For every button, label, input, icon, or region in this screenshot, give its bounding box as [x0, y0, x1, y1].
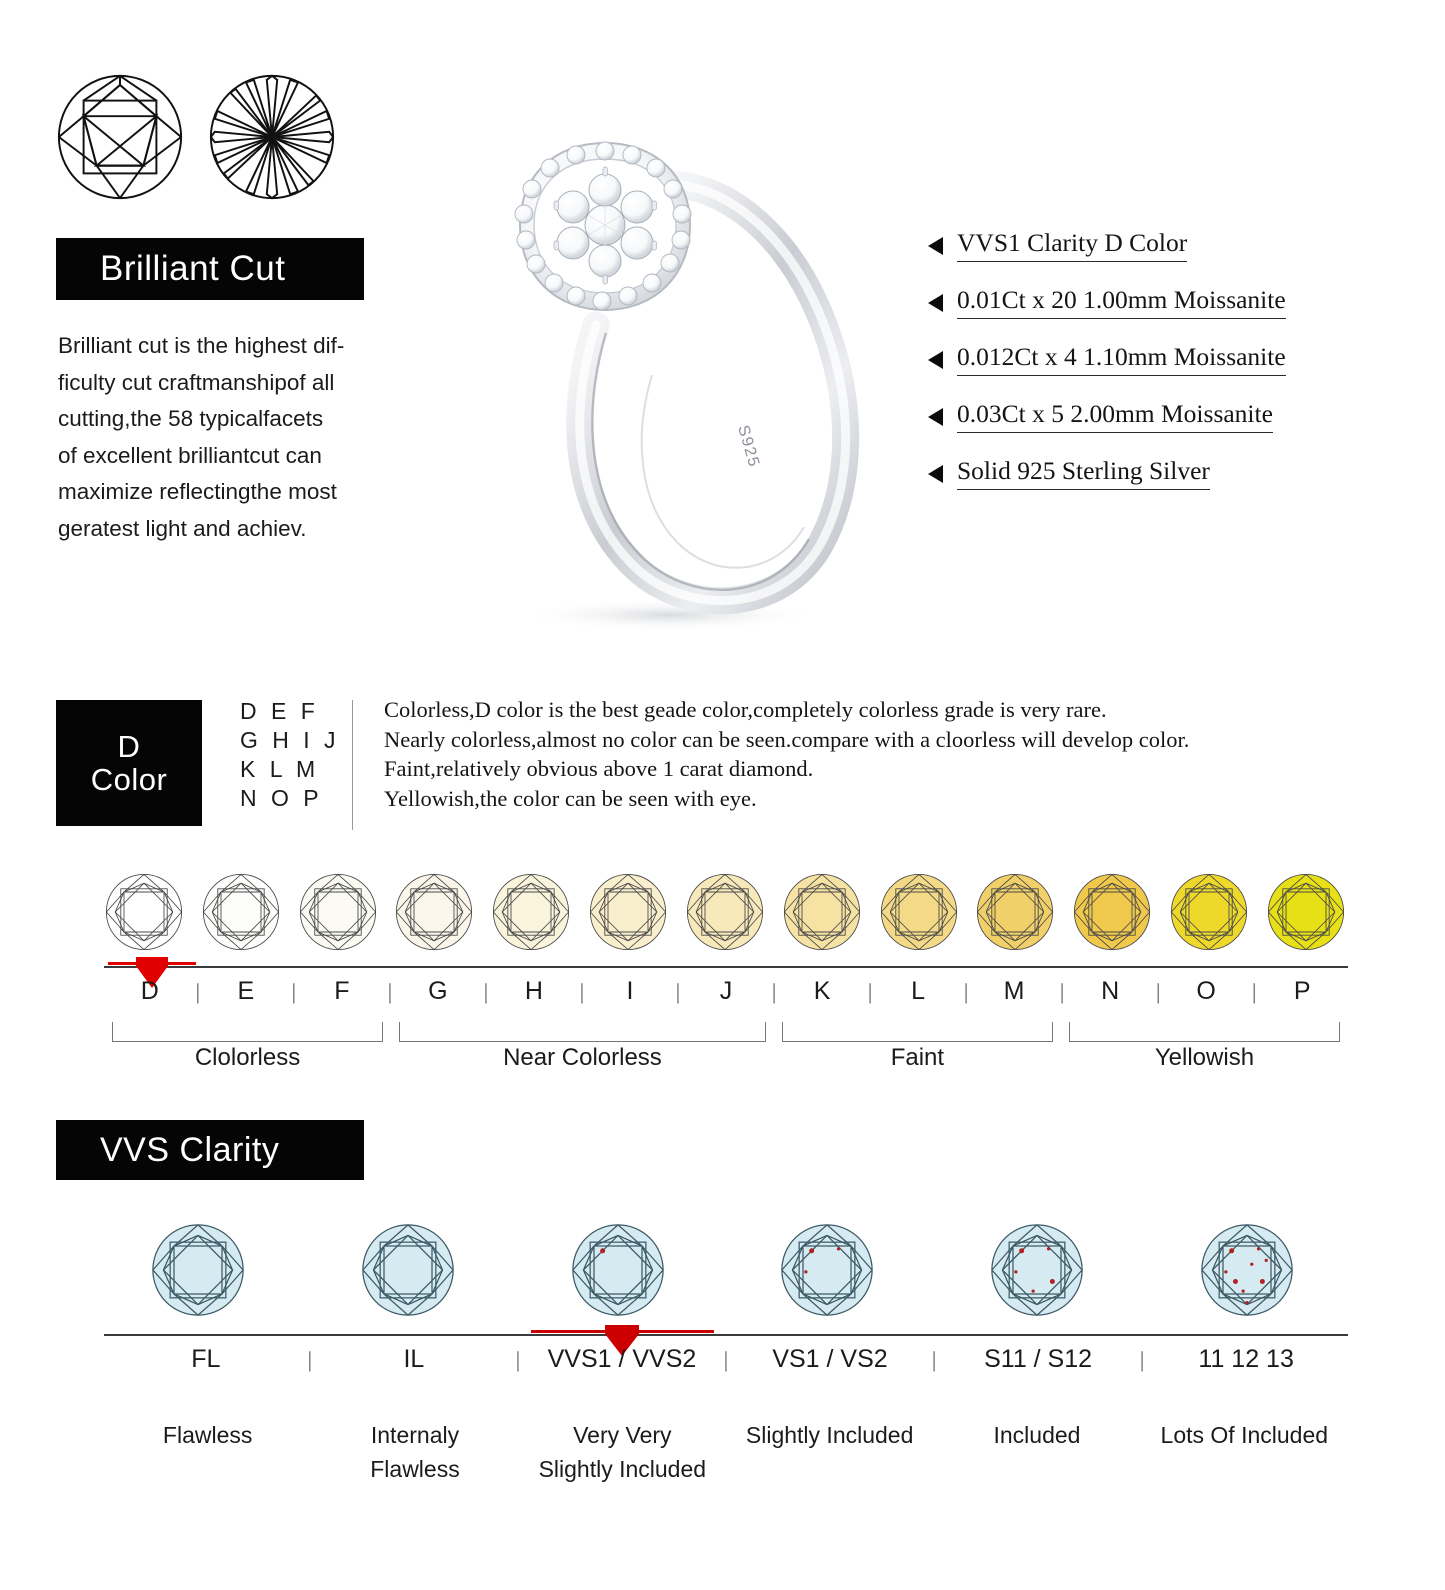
triangle-bullet-icon	[928, 408, 943, 426]
group-label-near-colorless: Near Colorless	[503, 1044, 662, 1071]
axis-tick: |	[723, 1346, 729, 1372]
color-gem-N	[1072, 872, 1152, 952]
axis-tick: |	[291, 978, 297, 1004]
diamond-gem-icon	[570, 1222, 666, 1318]
vvs-clarity-title: VVS Clarity	[100, 1130, 280, 1169]
spec-label: VVS1 Clarity D Color	[957, 228, 1187, 262]
color-gem-F	[298, 872, 378, 952]
brilliant-cut-crown-diagram	[55, 72, 185, 202]
grade-description: Colorless,D color is the best geade color,completely colorless grade is very rare.	[384, 697, 1107, 722]
spec-label: 0.012Ct x 4 1.10mm Moissanite	[957, 342, 1286, 376]
clarity-gem-3	[779, 1222, 875, 1318]
product-spec-list	[928, 228, 1398, 513]
color-scale-axis	[104, 966, 1348, 968]
color-grade-label-G: G	[428, 977, 448, 1005]
diamond-gem-icon	[201, 872, 281, 952]
brilliant-cut-star-diagram	[207, 72, 337, 202]
axis-tick: |	[195, 978, 201, 1004]
clarity-grade-label-0: FL	[191, 1345, 221, 1373]
color-grade-label-L: L	[911, 977, 926, 1005]
product-ring-photo	[420, 75, 890, 635]
group-bracket	[1069, 1022, 1340, 1042]
group-bracket	[399, 1022, 766, 1042]
color-gem-I	[588, 872, 668, 952]
clarity-grade-label-2: VVS1 / VVS2	[547, 1345, 697, 1373]
triangle-bullet-icon	[928, 465, 943, 483]
brilliant-cut-title: Brilliant Cut	[100, 249, 286, 288]
axis-tick: |	[1251, 978, 1257, 1004]
grade-group: N O P	[240, 785, 323, 811]
clarity-description-1: Internaly Flawless	[370, 1422, 460, 1482]
group-label-clolorless: Clolorless	[194, 1044, 301, 1071]
group-bracket	[782, 1022, 1053, 1042]
cut-body-line: Brilliant cut is the highest dif-	[58, 333, 345, 358]
color-gem-M	[975, 872, 1055, 952]
diamond-gem-icon	[782, 872, 862, 952]
diamond-gem-icon	[1199, 1222, 1295, 1318]
color-gem-D	[104, 872, 184, 952]
clarity-gem-5	[1199, 1222, 1295, 1318]
color-gem-J	[685, 872, 765, 952]
triangle-bullet-icon	[928, 294, 943, 312]
color-grade-label-M: M	[1003, 977, 1025, 1005]
color-grade-label-K: K	[813, 977, 831, 1005]
grade-description: Nearly colorless,almost no color can be seen.compare with a cloorless will develop color.	[384, 726, 1190, 752]
clarity-grade-descriptions	[104, 1418, 1348, 1486]
color-grade-label-N: N	[1101, 977, 1120, 1005]
diamond-gem-icon	[491, 872, 571, 952]
axis-tick: |	[387, 978, 393, 1004]
cut-body-line: geratest light and achiev.	[58, 515, 307, 541]
clarity-gem-2	[570, 1222, 666, 1318]
color-gem-L	[879, 872, 959, 952]
spec-item	[928, 399, 1398, 456]
axis-tick: |	[1155, 978, 1161, 1004]
spec-item	[928, 456, 1398, 513]
axis-tick: |	[675, 978, 681, 1004]
clarity-grade-label-4: S11 / S12	[984, 1345, 1093, 1373]
d-color-badge	[56, 700, 202, 826]
color-grade-label-E: E	[237, 977, 255, 1005]
spec-item	[928, 285, 1398, 342]
svg-text:S925: S925	[734, 423, 763, 470]
clarity-description-3: Slightly Included	[745, 1422, 914, 1448]
diamond-gem-icon	[975, 872, 1055, 952]
axis-tick: |	[963, 978, 969, 1004]
diamond-gem-icon	[104, 872, 184, 952]
color-grade-label-F: F	[334, 977, 350, 1005]
cut-body-line: of excellent brilliantcut can	[58, 442, 322, 468]
grade-group: G H I J	[240, 727, 340, 753]
grade-group: K L M	[240, 756, 320, 782]
color-grade-label-O: O	[1196, 977, 1216, 1005]
axis-tick: |	[307, 1346, 313, 1372]
group-label-faint: Faint	[890, 1044, 945, 1071]
cut-diagram-group	[55, 72, 337, 202]
axis-tick: |	[771, 978, 777, 1004]
axis-tick: |	[867, 978, 873, 1004]
triangle-bullet-icon	[928, 351, 943, 369]
clarity-gem-4	[989, 1222, 1085, 1318]
d-color-badge-label: Color	[90, 762, 168, 797]
axis-tick: |	[931, 1346, 937, 1372]
axis-tick: |	[579, 978, 585, 1004]
clarity-grade-label-3: VS1 / VS2	[772, 1345, 888, 1373]
diamond-gem-icon	[1072, 872, 1152, 952]
clarity-description-4: Included	[993, 1422, 1081, 1448]
diamond-gem-icon	[685, 872, 765, 952]
color-gem-K	[782, 872, 862, 952]
clarity-scale-axis	[104, 1334, 1348, 1336]
color-gem-O	[1169, 872, 1249, 952]
clarity-grade-axis-labels	[104, 1345, 1348, 1374]
color-grade-label-D: D	[140, 977, 159, 1005]
inclusion-mark	[600, 1248, 605, 1253]
group-label-yellowish: Yellowish	[1154, 1044, 1255, 1071]
color-gem-H	[491, 872, 571, 952]
color-gem-E	[201, 872, 281, 952]
clarity-grade-label-5: 11 12 13	[1198, 1345, 1294, 1373]
diamond-gem-icon	[879, 872, 959, 952]
diamond-gem-icon	[1169, 872, 1249, 952]
color-grade-label-P: P	[1293, 977, 1311, 1005]
cut-body-line: ficulty cut craftmanshipof all	[58, 369, 335, 395]
diamond-gem-icon	[394, 872, 474, 952]
cut-body-line: cutting,the 58 typicalfacets	[58, 406, 324, 431]
spec-label: 0.03Ct x 5 2.00mm Moissanite	[957, 399, 1273, 433]
diamond-gem-icon	[360, 1222, 456, 1318]
spec-item	[928, 342, 1398, 399]
color-gem-P	[1266, 872, 1346, 952]
group-bracket	[112, 1022, 383, 1042]
diamond-gem-icon	[989, 1222, 1085, 1318]
clarity-gem-0	[150, 1222, 246, 1318]
spec-item	[928, 228, 1398, 285]
spec-label: Solid 925 Sterling Silver	[957, 456, 1210, 490]
clarity-description-5: Lots Of Included	[1160, 1422, 1329, 1448]
vertical-divider	[352, 700, 353, 830]
clarity-description-0: Flawless	[162, 1422, 253, 1448]
color-grade-axis-labels	[104, 977, 1348, 1006]
diamond-gem-icon	[150, 1222, 246, 1318]
diamond-gem-icon	[588, 872, 668, 952]
spec-label: 0.01Ct x 20 1.00mm Moissanite	[957, 285, 1286, 319]
axis-tick: |	[1059, 978, 1065, 1004]
diamond-gem-icon	[298, 872, 378, 952]
clarity-description-2: Very Very Slightly Included	[538, 1422, 707, 1482]
color-grade-label-J: J	[719, 977, 733, 1005]
clarity-grade-label-1: IL	[403, 1345, 425, 1373]
brilliant-cut-description	[58, 328, 388, 547]
cut-body-line: maximize reflectingthe most	[58, 479, 337, 504]
color-grade-label-H: H	[524, 977, 543, 1005]
axis-tick: |	[515, 1346, 521, 1372]
clarity-gem-strip	[150, 1222, 1295, 1318]
vvs-clarity-title-plate	[56, 1120, 364, 1180]
color-grade-label-I: I	[626, 977, 634, 1005]
color-gem-G	[394, 872, 474, 952]
axis-tick: |	[483, 978, 489, 1004]
diamond-gem-icon	[779, 1222, 875, 1318]
diamond-gem-icon	[1266, 872, 1346, 952]
d-color-badge-grade: D	[117, 728, 141, 764]
grade-group: D E F	[240, 698, 319, 724]
color-gem-strip	[104, 872, 1346, 952]
grade-description: Faint,relatively obvious above 1 carat diamond.	[384, 756, 814, 781]
axis-tick: |	[1139, 1346, 1145, 1372]
triangle-bullet-icon	[928, 237, 943, 255]
color-grade-groups	[240, 698, 350, 814]
clarity-gem-1	[360, 1222, 456, 1318]
brilliant-cut-title-plate	[56, 238, 364, 300]
color-grade-descriptions	[384, 697, 1394, 815]
grade-description: Yellowish,the color can be seen with eye.	[384, 785, 757, 811]
